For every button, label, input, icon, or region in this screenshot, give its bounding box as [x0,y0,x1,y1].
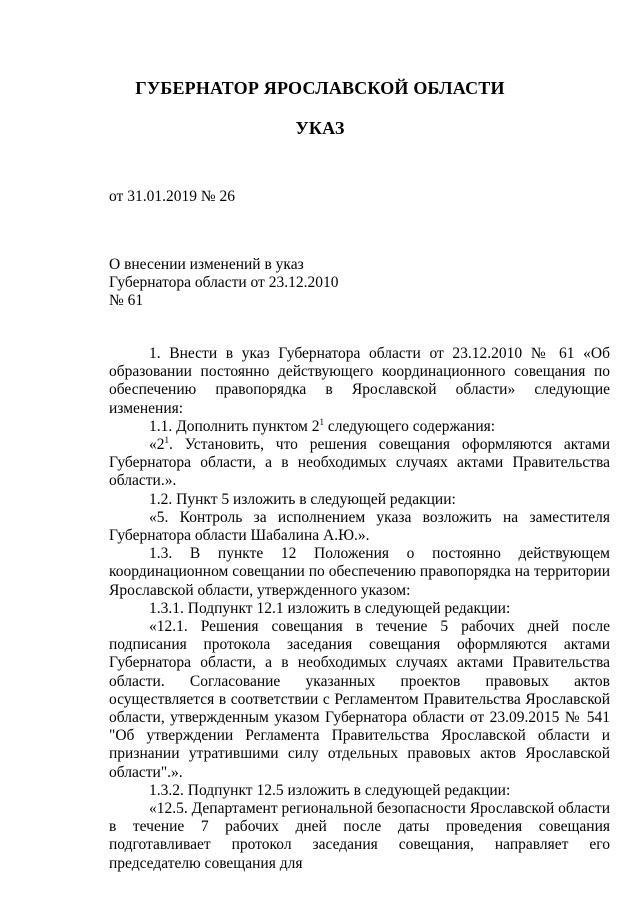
paragraph-1-1-text-end: следующего содержания: [323,417,496,435]
quote-text-start: «2 [149,436,165,454]
paragraph-5-quote: «5. Контроль за исполнением указа возложить на заместителя Губернатора области Шабалина А.Ю.». [109,508,610,545]
paragraph-12-1-quote: «12.1. Решения совещания в течение 5 рабочих дней после подписания протокола заседания совещания оформляются актами Губернатора области, а в необходимых случаях актами Правительства области. Согласование указанных проектов правовых актов осуществляется в соответствии с Регламентом Правительства Ярославской области, утвержденным указом Губернатора области от 23.09.2015 № 541 "Об утверждении Регламента Правительства Ярославской области и признании утратившими силу отдельных правовых актов Ярославской области".». [109,618,610,781]
subject-line-2: Губернатора области от 23.12.2010 [109,274,339,291]
document-subject [109,256,338,310]
subject-line-3: № 61 [109,292,144,309]
document-date-number: от 31.01.2019 № 26 [109,188,235,205]
quote-text-end: . Установить, что решения совещания оформляются актами Губернатора области, а в необходимых случаях актами Правительства области.». [109,436,610,490]
paragraph-1-1 [109,418,610,436]
subject-line-1: О внесении изменений в указ [109,256,304,273]
paragraph-1-3: 1.3. В пункте 12 Положения о постоянно действующем координационном совещании по обеспечению правопорядка на территории Ярославской области, утвержденного указом: [109,545,610,599]
document-body [109,345,610,873]
paragraph-1-3-1: 1.3.1. Подпункт 12.1 изложить в следующей редакции: [149,599,511,617]
paragraph-1-2: 1.2. Пункт 5 изложить в следующей редакции: [149,490,456,508]
paragraph-12-5-quote: «12.5. Департамент региональной безопасности Ярославской области в течение 7 рабочих дней после даты проведения совещания подготавливает протокол заседания совещания, направляет его председателю совещания для [109,800,610,872]
document-type: УКАЗ [295,118,345,138]
paragraph-1-3-2: 1.3.2. Подпункт 12.5 изложить в следующей редакции: [149,781,511,799]
superscript: 1 [164,434,169,445]
document-authority: ГУБЕРНАТОР ЯРОСЛАВСКОЙ ОБЛАСТИ [135,78,505,98]
paragraph-2-1-quote [109,436,610,491]
superscript: 1 [319,416,324,427]
paragraph-1-1-text: 1.1. Дополнить пунктом 2 [149,417,320,435]
paragraph-1: 1. Внести в указ Губернатора области от 23.12.2010 № 61 «Об образовании постоянно действующего координационного совещания по обеспечению правопорядка в Ярославской области» следующие изменения: [109,345,610,417]
